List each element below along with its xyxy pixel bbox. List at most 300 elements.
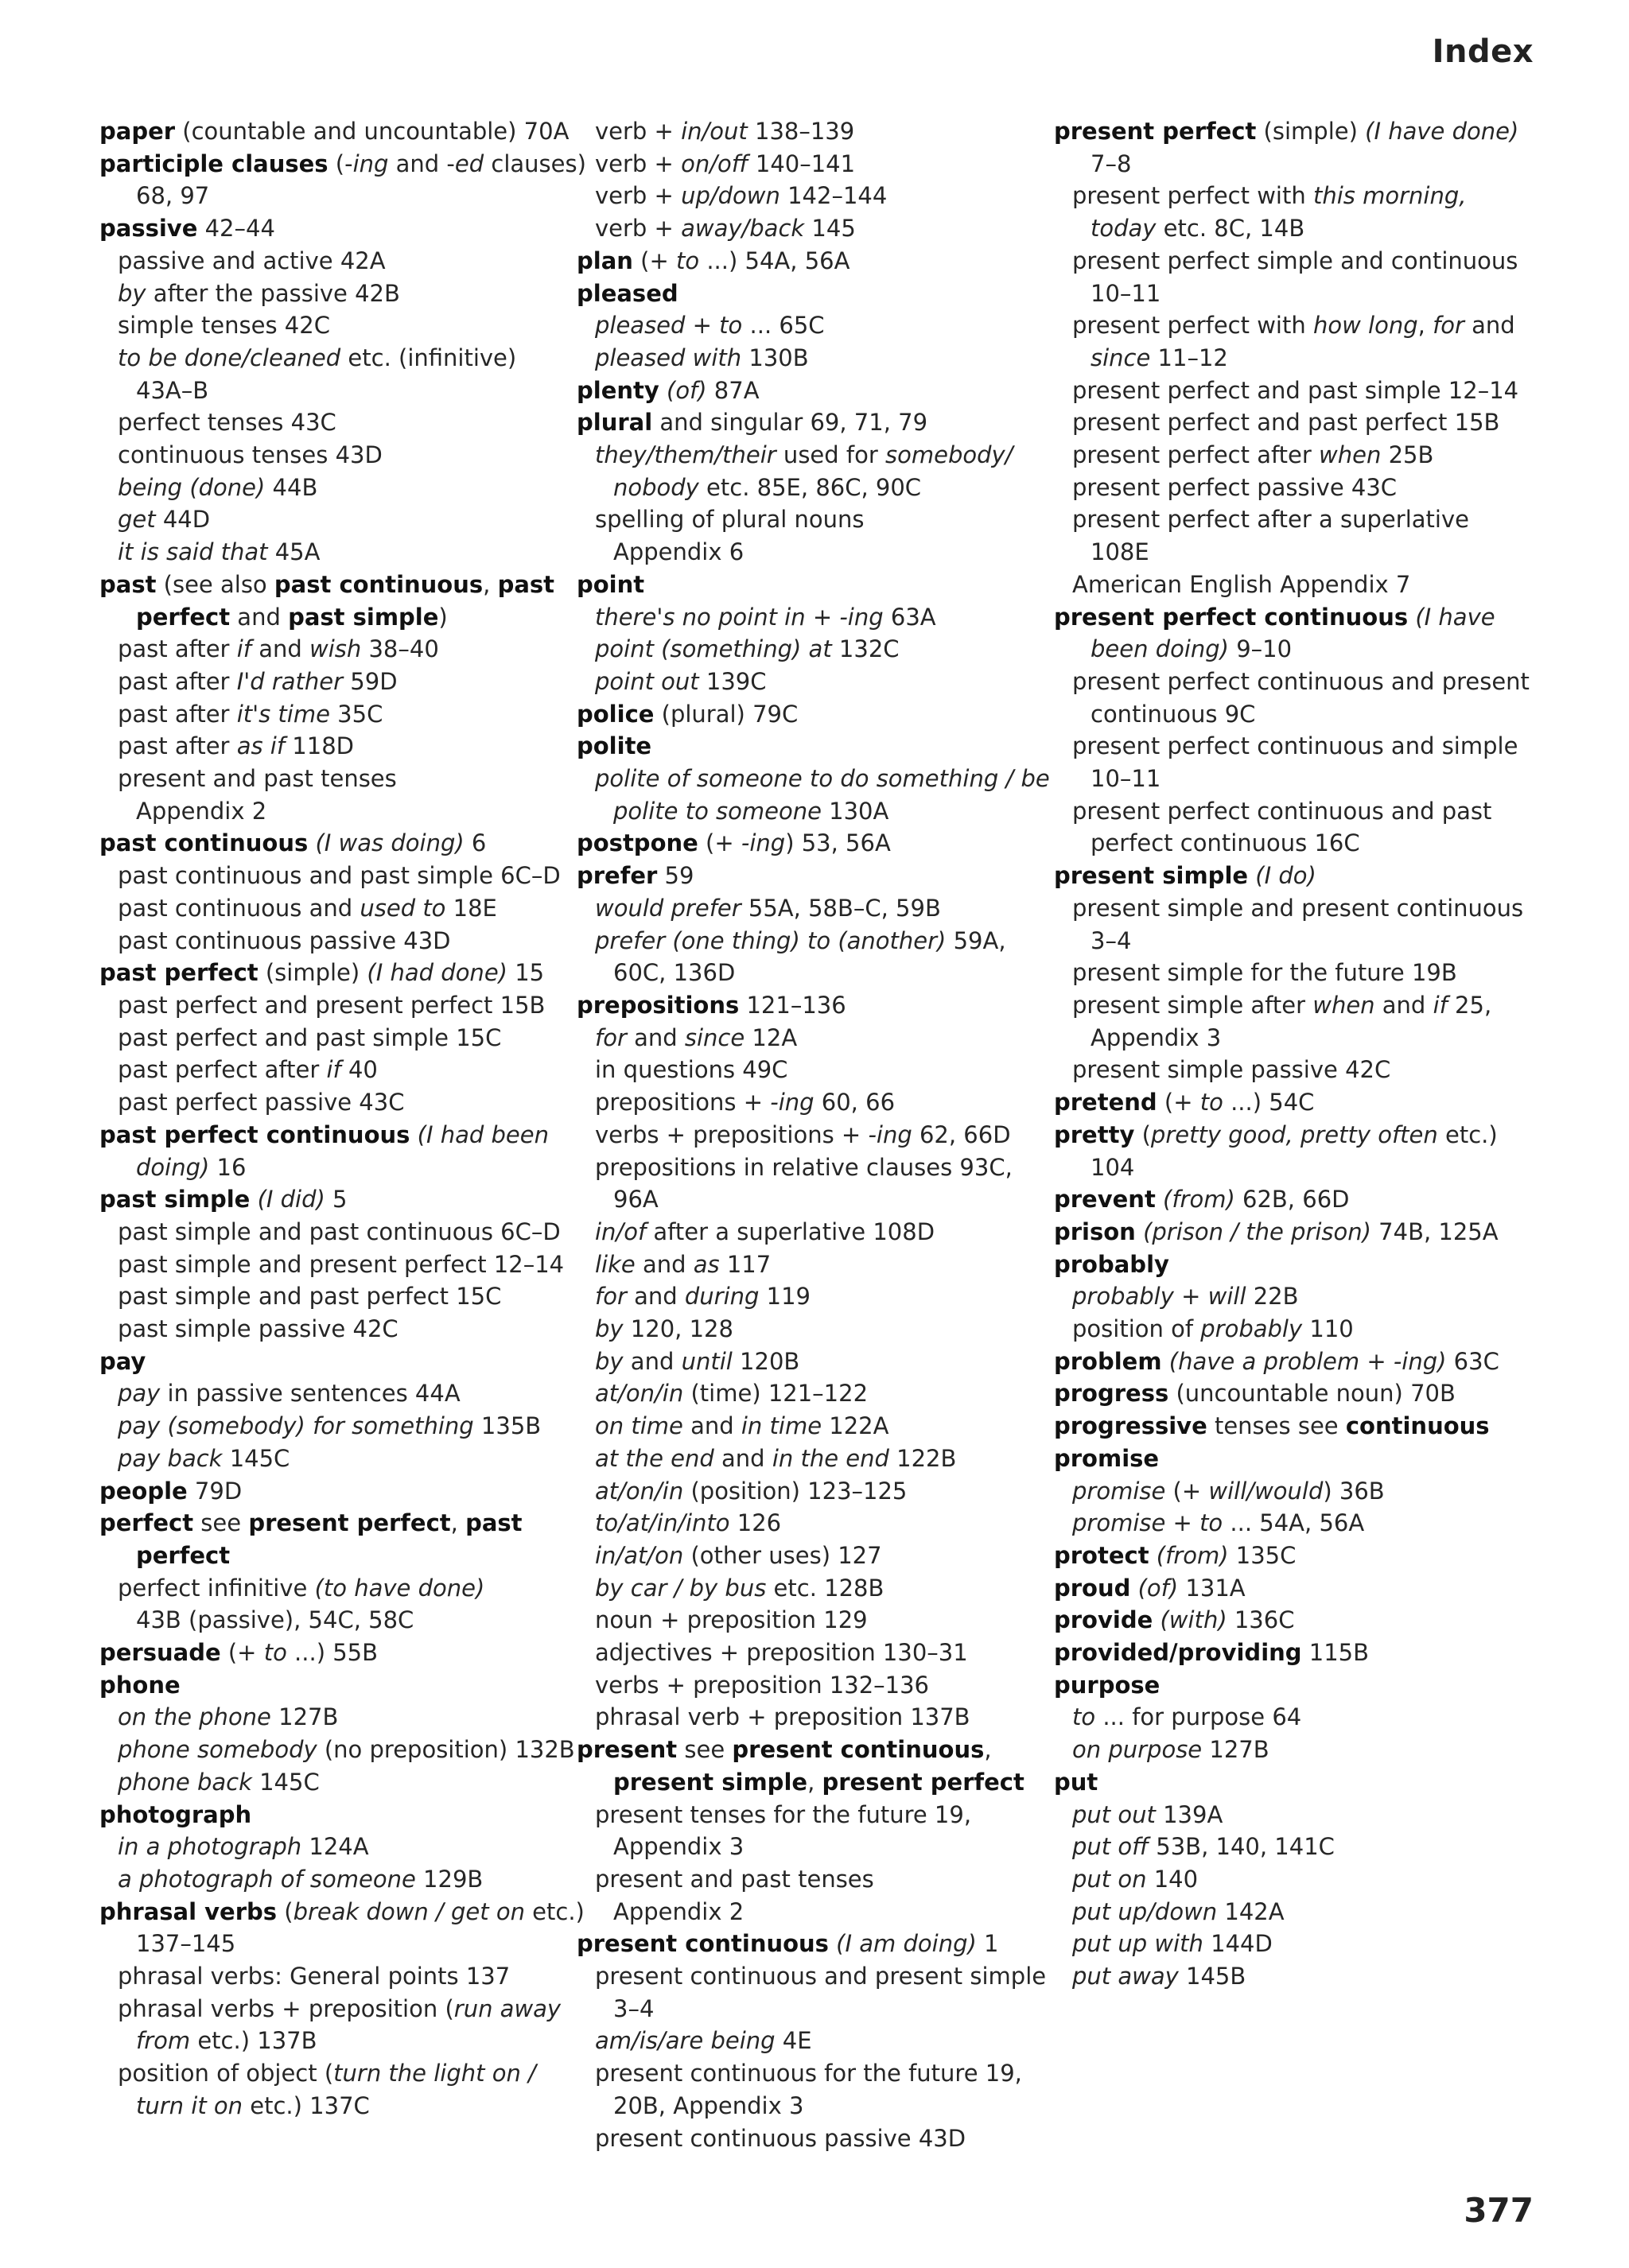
index-subentry (577, 2057, 1034, 2090)
index-column-3 (1054, 115, 1531, 1993)
index-subentry (1054, 1831, 1531, 1863)
entry-text: up/down (681, 182, 780, 210)
entry-text: would prefer (595, 894, 741, 922)
index-subentry (1054, 730, 1531, 763)
entry-text: get (118, 506, 156, 534)
index-subentry (577, 1346, 1034, 1378)
entry-text: present perfect passive 43C (1072, 473, 1398, 501)
index-subentry (1054, 892, 1531, 925)
index-entry (577, 827, 1034, 860)
entry-text: 145C (222, 1444, 290, 1472)
entry-headword: past simple (288, 603, 439, 631)
entry-text: -ing (868, 1120, 912, 1148)
entry-text: prefer (one thing) to (another) (595, 926, 947, 954)
entry-text: (from) (1156, 1541, 1229, 1569)
entry-text: ... 65C (742, 312, 825, 340)
index-entry (577, 730, 1034, 763)
index-subentry (99, 1022, 545, 1054)
index-entry (99, 1799, 545, 1831)
entry-text: , (807, 1768, 822, 1796)
index-subentry (577, 1896, 1034, 1928)
entry-text: perfect continuous 16C (1091, 829, 1360, 857)
entry-text: (+ (1165, 1477, 1209, 1505)
entry-text (410, 1121, 417, 1148)
index-subentry (99, 795, 545, 828)
entry-text: put out (1072, 1800, 1156, 1828)
index-subentry (577, 148, 1034, 181)
entry-headword: promise (1054, 1444, 1160, 1472)
entry-text: 63C (1446, 1347, 1499, 1375)
index-entry (99, 1119, 549, 1151)
index-subentry (1054, 633, 1531, 666)
index-subentry (1054, 1507, 1531, 1540)
entry-headword: perfect (136, 1541, 231, 1569)
index-entry (99, 1507, 545, 1540)
entry-headword: past continuous (99, 829, 309, 857)
index-subentry (99, 180, 545, 212)
entry-headword: problem (1054, 1347, 1162, 1375)
entry-text: , (450, 1509, 466, 1537)
entry-headword: prepositions (577, 991, 740, 1019)
entry-headword: present simple (1054, 862, 1249, 890)
entry-text: 145B (1178, 1963, 1246, 1990)
entry-text: American English Appendix 7 (1072, 570, 1411, 598)
page-header-title: Index (1432, 33, 1534, 70)
index-subentry (577, 1766, 1034, 1799)
index-subentry (99, 1604, 545, 1637)
entry-headword: perfect (136, 603, 231, 631)
index-subentry (1054, 503, 1531, 536)
entry-text: 126 (729, 1509, 782, 1537)
entry-text: 140–141 (748, 150, 856, 177)
index-subentry (99, 698, 545, 731)
entry-text: 60C, 136D (613, 959, 736, 987)
entry-text: ed (454, 150, 484, 177)
entry-text (829, 1930, 836, 1957)
entry-text: somebody/ (885, 441, 1013, 469)
entry-text: etc. (infinitive) (340, 344, 517, 371)
entry-headword: provided/providing (1054, 1639, 1302, 1667)
entry-text: 130B (741, 344, 809, 371)
entry-text: position of object ( (118, 2060, 334, 2087)
index-subentry (577, 1604, 1034, 1637)
entry-text: to (263, 1639, 287, 1667)
entry-text (659, 377, 667, 404)
entry-text: 96A (613, 1186, 659, 1214)
entry-text: -ing (770, 1089, 814, 1117)
entry-text: 59A, (946, 926, 1006, 954)
index-subentry (99, 309, 545, 342)
entry-text: Appendix 3 (613, 1833, 745, 1861)
entry-text: 10–11 (1091, 279, 1161, 307)
entry-text: when (1319, 441, 1382, 469)
entry-text: present perfect and past simple 12–14 (1072, 376, 1519, 404)
entry-text: 135C (1228, 1541, 1297, 1569)
entry-headword: photograph (99, 1800, 252, 1828)
entry-text: 43B (passive), 54C, 58C (136, 1606, 414, 1634)
entry-text: (+ (220, 1639, 264, 1667)
index-entry (99, 569, 555, 601)
entry-text: how long (1312, 312, 1418, 340)
entry-text: being (done) (118, 473, 266, 501)
entry-text: 122B (888, 1444, 957, 1472)
entry-text: 135B (473, 1412, 542, 1440)
index-subentry (577, 1119, 1034, 1151)
entry-text: if (236, 635, 251, 663)
entry-text: and (251, 635, 309, 663)
index-subentry (1054, 1313, 1531, 1346)
entry-text: (countable and uncountable) 70A (175, 118, 570, 145)
entry-text: and (626, 1283, 685, 1311)
index-entry (99, 148, 586, 181)
entry-headword: present simple (613, 1768, 808, 1796)
index-subentry (99, 1831, 545, 1863)
index-entry (577, 569, 1034, 601)
entry-text: present perfect continuous and present (1072, 667, 1530, 695)
entry-text: past perfect after (118, 1056, 327, 1084)
entry-headword: past perfect continuous (99, 1120, 410, 1148)
entry-text: away/back (681, 215, 805, 243)
entry-text: (simple) (1256, 118, 1366, 145)
index-entry (99, 1475, 545, 1508)
entry-text: pretty good, pretty often (1150, 1120, 1438, 1148)
entry-text: put away (1072, 1963, 1179, 1990)
index-entry (99, 1669, 545, 1702)
index-subentry (1054, 439, 1531, 472)
entry-text: present perfect simple and continuous (1072, 247, 1518, 274)
entry-text: 6 (464, 829, 487, 857)
entry-text: 3–4 (613, 1994, 655, 2022)
index-subentry (577, 2025, 1034, 2057)
index-entry (577, 1734, 1034, 1766)
entry-text: Appendix 2 (613, 1897, 745, 1925)
entry-headword: pay (99, 1347, 146, 1375)
index-subentry (1054, 212, 1531, 245)
entry-text: until (681, 1347, 733, 1375)
index-entry (577, 698, 1034, 731)
entry-text: 110 (1302, 1315, 1354, 1343)
index-subentry (577, 342, 1034, 375)
entry-text: 25, (1447, 991, 1492, 1019)
entry-headword: past continuous (274, 570, 484, 598)
index-entry (99, 1183, 545, 1216)
entry-text: (of) (1137, 1574, 1179, 1602)
index-subentry (99, 1443, 545, 1475)
entry-text: past perfect and present perfect 15B (118, 991, 546, 1019)
entry-text: present perfect continuous and past (1072, 797, 1492, 825)
entry-text: polite of someone to do something / be (595, 765, 1050, 793)
index-entry (99, 1637, 545, 1669)
entry-headword: present perfect (822, 1768, 1024, 1796)
entry-text: 43A–B (136, 376, 209, 404)
index-subentry (99, 1993, 562, 2025)
entry-text: , (1417, 312, 1433, 340)
entry-text: (I was doing) (315, 829, 465, 857)
entry-text: and singular 69, 71, 79 (652, 409, 928, 437)
index-subentry (99, 245, 545, 278)
index-entry (1054, 1346, 1531, 1378)
entry-text: 3–4 (1091, 926, 1132, 954)
entry-text: present continuous for the future 19, (595, 2060, 1022, 2087)
entry-text: it is said that (118, 538, 268, 566)
entry-headword: past perfect (99, 959, 259, 987)
entry-text: in time (741, 1412, 822, 1440)
index-subentry (577, 212, 1034, 245)
index-subentry (577, 957, 1034, 989)
entry-text: point (something) at (595, 635, 832, 663)
entry-headword: people (99, 1477, 188, 1505)
entry-text (1156, 1186, 1163, 1213)
entry-text: used to (360, 894, 446, 922)
entry-text: by (595, 1315, 624, 1343)
entry-headword: phone (99, 1671, 181, 1699)
entry-text: been doing) (1091, 635, 1229, 663)
entry-text: noun + preposition 129 (595, 1606, 868, 1634)
entry-text: Appendix 6 (613, 538, 745, 566)
index-subentry (577, 1313, 1034, 1346)
index-entry (577, 860, 1034, 892)
entry-text: (+ (1157, 1089, 1200, 1117)
index-entry (99, 115, 570, 148)
index-subentry (99, 1151, 545, 1184)
entry-text: 59 (657, 862, 694, 890)
index-subentry (99, 1960, 545, 1993)
entry-headword: phrasal verbs (99, 1897, 278, 1925)
entry-text: 129B (415, 1865, 484, 1893)
entry-headword: provide (1054, 1606, 1153, 1634)
entry-text: (no preposition) 132B (317, 1736, 575, 1764)
index-subentry (577, 1151, 1034, 1184)
entry-text: and (623, 1347, 682, 1375)
index-subentry (1054, 1734, 1531, 1766)
entry-text: 130A (821, 797, 889, 825)
index-entry (1054, 1443, 1531, 1475)
entry-text: to (1199, 1089, 1223, 1117)
entry-text: 142–144 (780, 182, 888, 210)
index-entry (1054, 1410, 1531, 1443)
index-subentry (577, 1249, 1034, 1281)
entry-text: to/at/in/into (595, 1509, 730, 1537)
entry-text: tenses see (1207, 1412, 1346, 1440)
entry-text: passive and active 42A (118, 247, 386, 274)
entry-text: perfect tenses 43C (118, 409, 336, 437)
entry-text: nobody (613, 473, 699, 501)
entry-text: (+ (632, 247, 676, 274)
page-number: 377 (1464, 2191, 1534, 2230)
entry-text: and (635, 1250, 694, 1278)
entry-text: during (684, 1283, 760, 1311)
index-subentry (577, 1280, 1034, 1313)
index-subentry (1054, 763, 1531, 795)
index-subentry (99, 1377, 545, 1410)
entry-text: ...) 54C (1223, 1089, 1315, 1117)
entry-text: turn it on (136, 2091, 243, 2119)
entry-text: (of) (667, 376, 707, 404)
entry-text: there's no point in + -ing (595, 603, 884, 631)
entry-text: 74B, 125A (1370, 1217, 1499, 1245)
entry-text: (other uses) 127 (683, 1541, 882, 1569)
entry-text: 132C (831, 635, 900, 663)
index-entry (1054, 601, 1531, 634)
entry-text: 53B, 140, 141C (1149, 1833, 1335, 1861)
entry-text: on/off (681, 150, 748, 177)
entry-text: break down / get on (293, 1897, 525, 1925)
index-subentry (577, 1022, 1034, 1054)
entry-text: (I have (1415, 603, 1495, 631)
index-subentry (577, 1475, 1034, 1508)
entry-text: etc.) 137B (190, 2027, 317, 2055)
index-subentry (577, 2122, 1034, 2155)
index-subentry (577, 1993, 1034, 2025)
index-subentry (577, 795, 1034, 828)
entry-text: pleased + to (595, 312, 743, 340)
index-subentry (1054, 1960, 1531, 1993)
entry-text: present perfect with (1072, 312, 1313, 340)
entry-text: 25B (1381, 441, 1434, 469)
index-entry (1054, 1604, 1531, 1637)
index-subentry (1054, 536, 1531, 569)
index-subentry (99, 2090, 545, 2122)
entry-text: in/at/on (595, 1541, 684, 1569)
entry-text: continuous 9C (1091, 700, 1256, 728)
entry-text: ...) 55B (286, 1639, 379, 1667)
entry-text: and (713, 1444, 772, 1472)
index-subentry (99, 1410, 545, 1443)
entry-text: promise (1072, 1477, 1166, 1505)
entry-headword: continuous (1345, 1412, 1490, 1440)
index-subentry (99, 278, 545, 310)
entry-headword: participle clauses (99, 150, 329, 177)
entry-text: 117 (719, 1250, 772, 1278)
index-subentry (1054, 698, 1531, 731)
entry-text: wish (309, 635, 362, 663)
entry-text: used for (776, 441, 885, 469)
entry-headword: put (1054, 1768, 1098, 1796)
index-subentry (99, 439, 545, 472)
index-subentry (99, 633, 545, 666)
entry-text: present and past tenses (118, 765, 397, 793)
entry-text: verb + (595, 215, 682, 243)
index-entry (99, 212, 545, 245)
entry-text: 140 (1146, 1865, 1199, 1893)
entry-text: ... for purpose 64 (1095, 1703, 1302, 1731)
entry-text: 35C (329, 700, 383, 728)
entry-text: present simple and present continuous (1072, 894, 1524, 922)
entry-text: 79D (187, 1477, 243, 1505)
entry-headword: past (497, 570, 555, 598)
entry-text: past after (118, 700, 237, 728)
entry-headword: pretend (1054, 1089, 1157, 1117)
entry-text: simple tenses 42C (118, 312, 330, 340)
entry-text: 108E (1091, 538, 1149, 566)
index-subentry (577, 1216, 1034, 1249)
index-subentry (577, 892, 1034, 925)
entry-headword: present perfect continuous (1054, 603, 1409, 631)
index-subentry (1054, 925, 1531, 957)
entry-headword: purpose (1054, 1671, 1161, 1699)
entry-text: 131A (1178, 1574, 1246, 1602)
entry-text: and (682, 1412, 741, 1440)
entry-text: present continuous passive 43D (595, 2124, 966, 2152)
index-entry (577, 1928, 1034, 1960)
entry-text: 122A (822, 1412, 889, 1440)
index-entry (1054, 1377, 1531, 1410)
entry-text: (I have done) (1365, 118, 1519, 145)
entry-text: 60, 66 (814, 1089, 896, 1117)
entry-text: point out (595, 667, 699, 695)
entry-text: ... 54A, 56A (1223, 1509, 1365, 1537)
entry-text: 87A (706, 376, 760, 404)
entry-text: present simple passive 42C (1072, 1056, 1391, 1084)
entry-text: and (1464, 312, 1515, 340)
entry-text: etc.) (1437, 1120, 1498, 1148)
index-subentry (577, 503, 1034, 536)
entry-text: to (1072, 1703, 1096, 1731)
index-subentry (577, 666, 1034, 698)
entry-text: past simple and past continuous 6C–D (118, 1217, 561, 1245)
entry-text: past perfect and past simple 15C (118, 1023, 502, 1051)
index-entry (99, 957, 545, 989)
entry-headword: past (99, 570, 157, 598)
index-entry (577, 245, 1034, 278)
entry-text: 120B (732, 1347, 800, 1375)
index-subentry (99, 1249, 565, 1281)
entry-text (1248, 862, 1255, 889)
entry-text: etc. 128B (766, 1574, 884, 1602)
entry-headword: present continuous (577, 1930, 829, 1958)
entry-text: as if (236, 732, 286, 760)
entry-headword: progress (1054, 1380, 1169, 1408)
index-subentry (1054, 827, 1531, 860)
entry-text: 136C (1227, 1606, 1295, 1634)
entry-headword: pretty (1054, 1120, 1135, 1148)
entry-headword: probably (1054, 1250, 1169, 1278)
entry-text: (I had been (417, 1120, 549, 1148)
entry-text: (with) (1160, 1606, 1227, 1634)
entry-text: etc. 8C, 14B (1156, 215, 1305, 243)
index-column-1 (99, 115, 586, 2122)
entry-headword: pleased (577, 279, 678, 307)
index-subentry (99, 1540, 545, 1572)
entry-text: present tenses for the future 19, (595, 1800, 972, 1828)
entry-text: put up with (1072, 1930, 1203, 1958)
index-subentry (577, 1669, 1034, 1702)
entry-text: 142A (1217, 1897, 1285, 1925)
entry-text: in the end (772, 1444, 889, 1472)
index-subentry (1054, 1151, 1531, 1184)
entry-headword: past simple (99, 1186, 251, 1214)
entry-text: as (693, 1250, 720, 1278)
entry-text: (to have done) (314, 1574, 485, 1602)
entry-text: put up/down (1072, 1897, 1218, 1925)
entry-text: (uncountable noun) 70B (1168, 1380, 1456, 1408)
entry-text: 137–145 (136, 1930, 236, 1958)
entry-headword: point (577, 570, 645, 598)
index-subentry (1054, 569, 1531, 601)
entry-text: in a photograph (118, 1833, 302, 1861)
entry-text: (plural) 79C (654, 700, 799, 728)
entry-headword: prefer (577, 862, 658, 890)
entry-text: phone somebody (118, 1736, 317, 1764)
entry-text: 115B (1301, 1639, 1370, 1667)
index-subentry (577, 1086, 1034, 1119)
index-subentry (99, 1054, 545, 1086)
entry-text: 138–139 (747, 118, 855, 145)
entry-headword: present perfect (248, 1509, 451, 1537)
entry-text: to (675, 247, 700, 274)
index-subentry (1054, 1701, 1531, 1734)
entry-headword: proud (1054, 1574, 1131, 1602)
